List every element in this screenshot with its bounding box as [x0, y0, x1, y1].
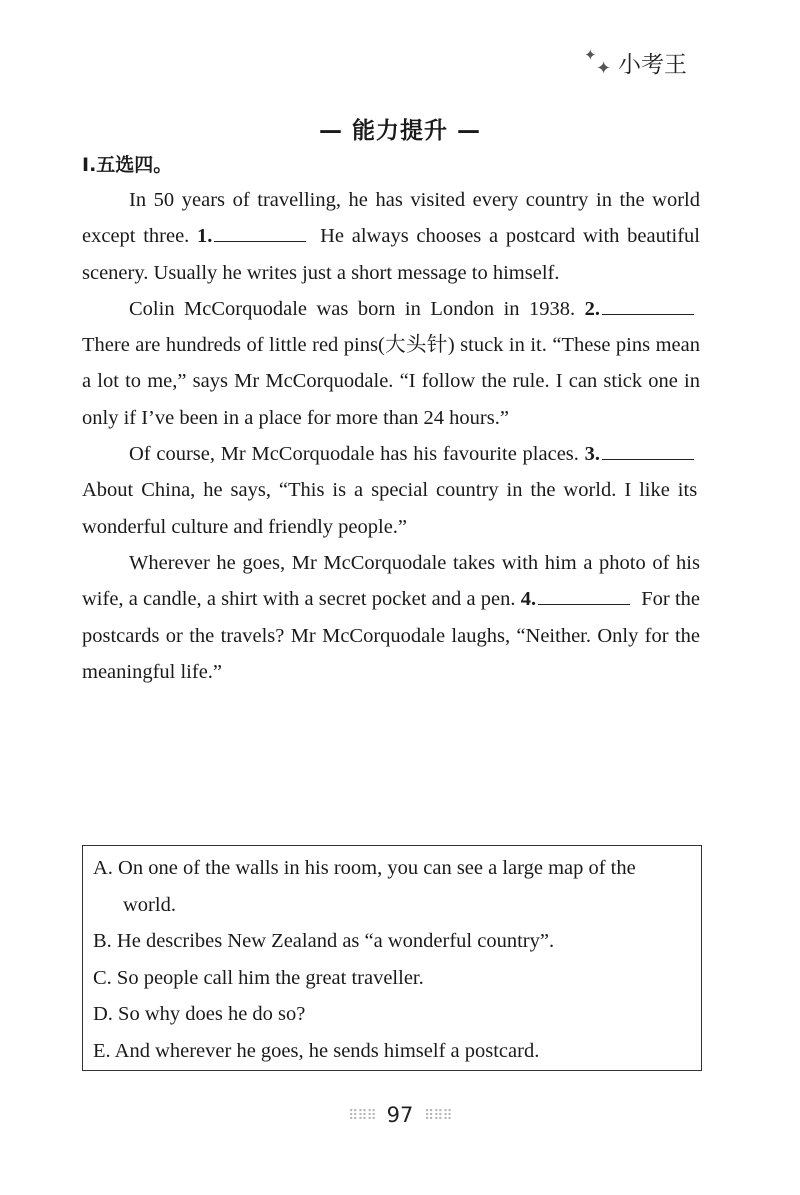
part-heading: Ⅰ.五选四。: [82, 154, 173, 176]
section-title: — 能力提升 —: [318, 118, 481, 144]
answer-blank-4[interactable]: [538, 586, 630, 605]
page-footer: [0, 1103, 800, 1127]
paragraph-3: Of course, Mr McCorquodale has his favourite places. 3. About China, he says, “This is a special country in the world. I like its wonderful culture and friendly people.”: [82, 443, 698, 538]
page-number: 97: [386, 1103, 414, 1127]
answer-blank-3[interactable]: [602, 441, 694, 460]
page-header: [580, 44, 720, 80]
answer-blank-1[interactable]: [214, 223, 306, 242]
blank-number: 4.: [520, 588, 537, 611]
blank-number: 2.: [584, 297, 600, 320]
option-d: D. So why does he do so?: [93, 1003, 306, 1025]
reading-passage: [82, 182, 700, 690]
option-a: A. On one of the walls in his room, you can see a large map of the world.: [93, 857, 636, 916]
dot-pattern-icon: ⠿⠿⠿: [424, 1108, 452, 1124]
dot-pattern-icon: ⠿⠿⠿: [348, 1108, 376, 1124]
blank-number: 1.: [197, 225, 213, 248]
paragraph-1: In 50 years of travelling, he has visited every country in the world except three. 1. He always chooses a postcard with beautiful scenery. Usually he writes just a short message to himself.: [82, 189, 700, 284]
paragraph-2: Colin McCorquodale was born in London in 1938. 2. There are hundreds of little red pins(大头针) stuck in it. “These pins mean a lot to me,” says Mr McCorquodale. “I follow the rule. I can stick one in only if I’ve been in a place for more than 24 hours.”: [82, 297, 700, 429]
option-b: B. He describes New Zealand as “a wonderful country”.: [93, 930, 555, 952]
sparkle-icon: ✦ ✦: [584, 46, 612, 79]
options-box: [82, 845, 702, 1071]
option-e: E. And wherever he goes, he sends himself a postcard.: [93, 1039, 540, 1062]
paragraph-4: Wherever he goes, Mr McCorquodale takes with him a photo of his wife, a candle, a shirt with a secret pocket and a pen. 4. For the postcards or the travels? Mr McCorquodale laughs, “Neither. Only for the meaningful life.”: [82, 551, 700, 683]
brand-title: 小考王: [618, 51, 687, 78]
blank-number: 3.: [584, 443, 600, 466]
answer-blank-2[interactable]: [602, 296, 694, 315]
option-c: C. So people call him the great traveller.: [93, 966, 424, 989]
